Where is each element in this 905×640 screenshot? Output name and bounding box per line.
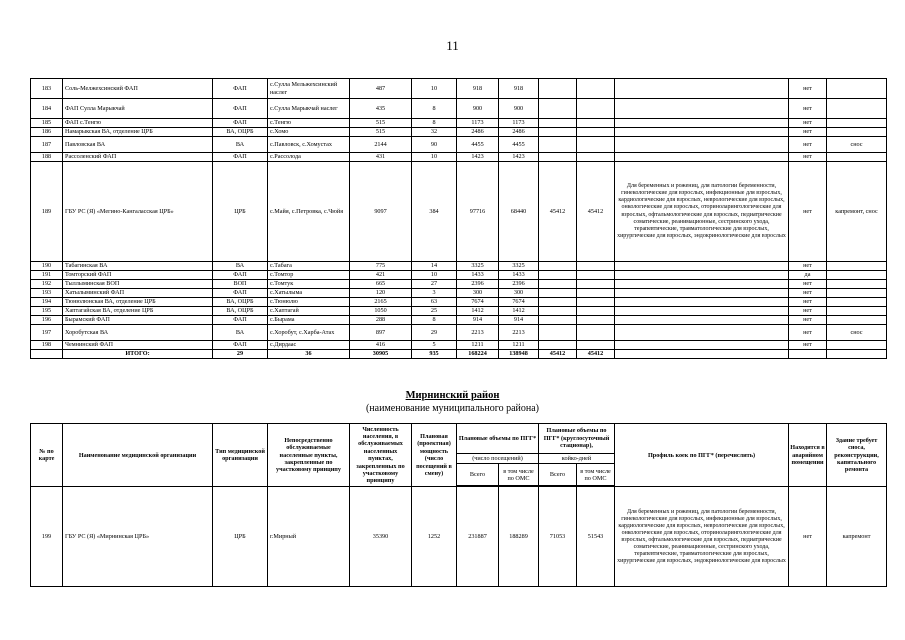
cell-settlements: с.Хатылыма xyxy=(268,289,350,298)
cell-population: 431 xyxy=(350,153,412,162)
cell-repair xyxy=(827,119,887,128)
cell-visits-oms: 1412 xyxy=(499,307,539,316)
cell-population: 897 xyxy=(350,325,412,341)
cell-visits-total: 300 xyxy=(457,289,499,298)
cell-name: ФАП с.Тенгю xyxy=(63,119,213,128)
cell-settlements: с.Павловск, с.Хомустах xyxy=(268,137,350,153)
cell-empty xyxy=(615,350,789,359)
table-row xyxy=(31,325,887,341)
cell-repair: снос xyxy=(827,137,887,153)
cell-empty xyxy=(827,350,887,359)
cell-visits-oms: 3325 xyxy=(499,262,539,271)
cell-population: 120 xyxy=(350,289,412,298)
cell-days-total xyxy=(539,341,577,350)
cell-days-oms xyxy=(577,79,615,99)
cell-settlements: с.Сулла Мельжехсинский наслег xyxy=(268,79,350,99)
cell-visits-total: 4455 xyxy=(457,137,499,153)
cell-days-oms xyxy=(577,307,615,316)
table-row xyxy=(31,316,887,325)
table-row xyxy=(31,119,887,128)
cell-visits-total: 2486 xyxy=(457,128,499,137)
cell-name: Табагинская ВА xyxy=(63,262,213,271)
cell-type: ФАП xyxy=(213,79,268,99)
cell-profile xyxy=(615,128,789,137)
cell-name: Томторский ФАП xyxy=(63,271,213,280)
cell-days-oms xyxy=(577,341,615,350)
total-visits-oms: 138948 xyxy=(499,350,539,359)
cell-population: 416 xyxy=(350,341,412,350)
cell-emergency: нет xyxy=(789,99,827,119)
cell-visits-total: 918 xyxy=(457,79,499,99)
cell-population: 775 xyxy=(350,262,412,271)
cell-emergency: нет xyxy=(789,307,827,316)
cell-visits-oms: 2486 xyxy=(499,128,539,137)
total-label: ИТОГО: xyxy=(63,350,213,359)
cell-visits-total: 1412 xyxy=(457,307,499,316)
table-row xyxy=(31,128,887,137)
cell-emergency: нет xyxy=(789,162,827,262)
cell-capacity: 63 xyxy=(412,298,457,307)
cell-settlements: с.Тюнюлю xyxy=(268,298,350,307)
header-num: № по карте xyxy=(31,424,63,487)
cell-visits-oms: 2396 xyxy=(499,280,539,289)
cell-capacity: 1252 xyxy=(412,487,457,587)
cell-visits-oms: 918 xyxy=(499,79,539,99)
cell-days-total xyxy=(539,262,577,271)
header-visits-oms: в том числе по ОМС xyxy=(499,464,539,486)
cell-capacity: 10 xyxy=(412,153,457,162)
cell-days-total xyxy=(539,316,577,325)
header-days-total: Всего xyxy=(539,464,577,486)
cell-visits-oms: 4455 xyxy=(499,137,539,153)
cell-name: Хатылыминский ФАП xyxy=(63,289,213,298)
cell-repair: снос xyxy=(827,325,887,341)
cell-population: 421 xyxy=(350,271,412,280)
cell-capacity: 8 xyxy=(412,316,457,325)
cell-repair xyxy=(827,79,887,99)
cell-visits-total: 1173 xyxy=(457,119,499,128)
cell-emergency: нет xyxy=(789,153,827,162)
cell-population: 515 xyxy=(350,119,412,128)
cell-name: Хоробутская ВА xyxy=(63,325,213,341)
header-type: Тип медицинской организации xyxy=(213,424,268,487)
total-c1: 29 xyxy=(213,350,268,359)
cell-type: ВА xyxy=(213,137,268,153)
header-emergency: Находится в аварийном помещении xyxy=(789,424,827,487)
cell-profile xyxy=(615,298,789,307)
cell-visits-oms: 914 xyxy=(499,316,539,325)
cell-emergency: нет xyxy=(789,316,827,325)
cell-visits-total: 2396 xyxy=(457,280,499,289)
cell-visits-total: 914 xyxy=(457,316,499,325)
cell-capacity: 5 xyxy=(412,341,457,350)
cell-days-oms xyxy=(577,289,615,298)
cell-type: ФАП xyxy=(213,289,268,298)
cell-settlements: с.Табага xyxy=(268,262,350,271)
cell-num: 183 xyxy=(31,79,63,99)
header-bed-days-sub: койко-дней xyxy=(539,454,615,464)
cell-repair xyxy=(827,341,887,350)
cell-capacity: 10 xyxy=(412,271,457,280)
table-row xyxy=(31,298,887,307)
cell-name: Чемнинский ФАП xyxy=(63,341,213,350)
header-name: Наименование медицинской организации xyxy=(63,424,213,487)
cell-days-total xyxy=(539,137,577,153)
cell-profile xyxy=(615,325,789,341)
header-bed-days: Плановые объемы по ПГГ* (круглосуточный стационар), xyxy=(539,424,615,454)
cell-profile xyxy=(615,289,789,298)
cell-visits-oms: 900 xyxy=(499,99,539,119)
cell-profile xyxy=(615,153,789,162)
cell-days-total xyxy=(539,79,577,99)
cell-emergency: нет xyxy=(789,262,827,271)
cell-visits-oms: 1211 xyxy=(499,341,539,350)
cell-capacity: 29 xyxy=(412,325,457,341)
table-row xyxy=(31,341,887,350)
cell-name: Хаптагайская ВА, отделение ЦРБ xyxy=(63,307,213,316)
cell-days-total xyxy=(539,119,577,128)
cell-name: ФАП Сулла Марыкчай xyxy=(63,99,213,119)
cell-num: 188 xyxy=(31,153,63,162)
table-row xyxy=(31,79,887,99)
cell-type: ВА xyxy=(213,262,268,271)
cell-visits-total: 3325 xyxy=(457,262,499,271)
mirny-district-table xyxy=(30,423,887,587)
cell-repair xyxy=(827,316,887,325)
cell-repair: капремонт, снос xyxy=(827,162,887,262)
cell-type: ФАП xyxy=(213,119,268,128)
cell-repair xyxy=(827,298,887,307)
cell-settlements: с.Рассолода xyxy=(268,153,350,162)
cell-settlements: с.Хомо xyxy=(268,128,350,137)
cell-num: 185 xyxy=(31,119,63,128)
table-row xyxy=(31,153,887,162)
cell-days-total xyxy=(539,298,577,307)
cell-days-oms xyxy=(577,99,615,119)
cell-num: 184 xyxy=(31,99,63,119)
cell-num: 187 xyxy=(31,137,63,153)
cell-settlements: с.Сулла Марыкчай наслег xyxy=(268,99,350,119)
cell-type: ФАП xyxy=(213,316,268,325)
cell-days-total: 45412 xyxy=(539,162,577,262)
cell-settlements: с.Хаптагай xyxy=(268,307,350,316)
cell-repair xyxy=(827,280,887,289)
cell-visits-oms: 1433 xyxy=(499,271,539,280)
table-row xyxy=(31,137,887,153)
cell-repair xyxy=(827,99,887,119)
cell-capacity: 27 xyxy=(412,280,457,289)
cell-num: 195 xyxy=(31,307,63,316)
cell-capacity: 14 xyxy=(412,262,457,271)
header-population: Численность населения, в обслуживаемых населенных пунктах, закрепленных по участковому принципу xyxy=(350,424,412,487)
header-days-oms: в том числе по ОМС xyxy=(577,464,615,486)
cell-profile xyxy=(615,280,789,289)
cell-population: 35390 xyxy=(350,487,412,587)
cell-days-oms xyxy=(577,280,615,289)
cell-days-oms xyxy=(577,119,615,128)
table-row xyxy=(31,262,887,271)
cell-profile xyxy=(615,341,789,350)
cell-repair: капремонт xyxy=(827,487,887,587)
cell-capacity: 32 xyxy=(412,128,457,137)
cell-visits-oms: 188289 xyxy=(499,487,539,587)
cell-emergency: нет xyxy=(789,128,827,137)
cell-repair xyxy=(827,307,887,316)
cell-days-total xyxy=(539,307,577,316)
cell-emergency: нет xyxy=(789,341,827,350)
cell-days-total xyxy=(539,271,577,280)
cell-capacity: 10 xyxy=(412,79,457,99)
cell-days-oms xyxy=(577,298,615,307)
facilities-table-continued xyxy=(30,78,887,359)
cell-type: ВОП xyxy=(213,280,268,289)
cell-type: ФАП xyxy=(213,341,268,350)
cell-repair xyxy=(827,128,887,137)
cell-profile xyxy=(615,137,789,153)
total-capacity: 935 xyxy=(412,350,457,359)
cell-emergency: нет xyxy=(789,280,827,289)
district-subtitle: (наименование муниципального района) xyxy=(365,403,540,414)
cell-name: Тыллыминская ВОП xyxy=(63,280,213,289)
cell-capacity: 25 xyxy=(412,307,457,316)
cell-settlements: с.Томтук xyxy=(268,280,350,289)
cell-capacity: 384 xyxy=(412,162,457,262)
cell-name: ГБУ РС (Я) «Мирнинская ЦРБ» xyxy=(63,487,213,587)
header-profile: Профиль коек по ПГГ* (перечислить) xyxy=(615,424,789,487)
cell-repair xyxy=(827,153,887,162)
cell-capacity: 90 xyxy=(412,137,457,153)
cell-name: ГБУ РС (Я) «Мегино-Кангаласская ЦРБ» xyxy=(63,162,213,262)
cell-capacity: 8 xyxy=(412,99,457,119)
cell-type: ВА, ОЦРБ xyxy=(213,307,268,316)
header-visits-total: Всего xyxy=(457,464,499,486)
cell-visits-total: 97716 xyxy=(457,162,499,262)
cell-days-total xyxy=(539,128,577,137)
cell-days-total xyxy=(539,289,577,298)
header-capacity: Плановая (проектная) мощность (число посещений в смену) xyxy=(412,424,457,487)
table-row xyxy=(31,162,887,262)
cell-capacity: 8 xyxy=(412,119,457,128)
cell-visits-total: 900 xyxy=(457,99,499,119)
cell-name: Рассоленский ФАП xyxy=(63,153,213,162)
table-row xyxy=(31,271,887,280)
cell-emergency: нет xyxy=(789,289,827,298)
cell-population: 2144 xyxy=(350,137,412,153)
cell-type: ЦРБ xyxy=(213,162,268,262)
table-row xyxy=(31,280,887,289)
cell-profile: Для беременных и рожениц, для патологии беременности, гинекологические для взрослых, инфекционные для взрослых, кардиологические для взрослых, неврологические для взрослых, онкологические для взрослых, оториноларингологические для взрослых, офтальмологические для взрослых, педиатрические соматические, реанимационные, сестринского ухода, терапевтические, травматологические для взрослых, хирургические для взрослых, эндокринологические для взрослых xyxy=(615,487,789,587)
cell-population: 665 xyxy=(350,280,412,289)
cell-settlements: с.Томтор xyxy=(268,271,350,280)
cell-capacity: 3 xyxy=(412,289,457,298)
cell-profile xyxy=(615,79,789,99)
cell-visits-oms: 1173 xyxy=(499,119,539,128)
cell-visits-oms: 1423 xyxy=(499,153,539,162)
cell-profile xyxy=(615,99,789,119)
cell-type: ФАП xyxy=(213,99,268,119)
cell-type: ФАП xyxy=(213,271,268,280)
cell-visits-total: 231887 xyxy=(457,487,499,587)
cell-num: 191 xyxy=(31,271,63,280)
cell-num: 198 xyxy=(31,341,63,350)
cell-settlements: с.Хоробут, с.Харба-Атах xyxy=(268,325,350,341)
cell-type: ВА, ОЦРБ xyxy=(213,298,268,307)
cell-settlements: с.Тенгю xyxy=(268,119,350,128)
table-row xyxy=(31,99,887,119)
cell-type: ФАП xyxy=(213,153,268,162)
cell-emergency: нет xyxy=(789,79,827,99)
cell-visits-oms: 7674 xyxy=(499,298,539,307)
cell-num: 197 xyxy=(31,325,63,341)
cell-name: Павловская ВА xyxy=(63,137,213,153)
cell-days-oms xyxy=(577,128,615,137)
cell-profile xyxy=(615,271,789,280)
cell-days-total xyxy=(539,153,577,162)
cell-emergency: нет xyxy=(789,298,827,307)
table-row xyxy=(31,487,887,587)
cell-settlements: с.Дирдаас xyxy=(268,341,350,350)
cell-num: 186 xyxy=(31,128,63,137)
header-visits: Плановые объемы по ПГГ* xyxy=(457,424,539,454)
district-title: Мирнинский район xyxy=(405,390,500,401)
cell-emergency: нет xyxy=(789,119,827,128)
cell-num: 189 xyxy=(31,162,63,262)
cell-empty xyxy=(31,350,63,359)
header-visits-sub: (число посещений) xyxy=(457,454,539,464)
table-row xyxy=(31,289,887,298)
cell-population: 9097 xyxy=(350,162,412,262)
cell-visits-total: 7674 xyxy=(457,298,499,307)
table-row xyxy=(31,307,887,316)
cell-num: 193 xyxy=(31,289,63,298)
cell-days-oms xyxy=(577,316,615,325)
cell-profile: Для беременных и рожениц, для патологии беременности, гинекологические для взрослых, инфекционные для взрослых, кардиологические для взрослых, неврологические для взрослых, онкологические для взрослых, оториноларингологические для взрослых, офтальмологические для взрослых, педиатрические соматические, реанимационные, сестринского ухода, терапевтические, травматологические для взрослых, хирургические для взрослых, эндокринологические для взрослых xyxy=(615,162,789,262)
cell-name: Бырамский ФАП xyxy=(63,316,213,325)
total-visits: 168224 xyxy=(457,350,499,359)
cell-settlements: г.Мирный xyxy=(268,487,350,587)
cell-type: ВА xyxy=(213,325,268,341)
cell-days-total: 71053 xyxy=(539,487,577,587)
cell-days-oms xyxy=(577,153,615,162)
cell-repair xyxy=(827,271,887,280)
cell-visits-total: 1423 xyxy=(457,153,499,162)
cell-type: ВА, ОЦРБ xyxy=(213,128,268,137)
cell-days-oms: 45412 xyxy=(577,162,615,262)
cell-profile xyxy=(615,316,789,325)
cell-profile xyxy=(615,262,789,271)
cell-population: 288 xyxy=(350,316,412,325)
cell-visits-total: 1433 xyxy=(457,271,499,280)
cell-num: 194 xyxy=(31,298,63,307)
cell-name: Тюнюлюнская ВА, отделение ЦРБ xyxy=(63,298,213,307)
cell-emergency: нет xyxy=(789,325,827,341)
cell-visits-total: 1211 xyxy=(457,341,499,350)
cell-population: 435 xyxy=(350,99,412,119)
cell-name: Намарыкская ВА, отделение ЦРБ xyxy=(63,128,213,137)
cell-name: Соль-Мелжехсинский ФАП xyxy=(63,79,213,99)
cell-population: 515 xyxy=(350,128,412,137)
cell-repair xyxy=(827,262,887,271)
cell-days-total xyxy=(539,99,577,119)
header-repair: Здание требует сноса, реконструкции, капитального ремонта xyxy=(827,424,887,487)
total-c2: 36 xyxy=(268,350,350,359)
cell-population: 1050 xyxy=(350,307,412,316)
cell-days-total xyxy=(539,280,577,289)
cell-num: 199 xyxy=(31,487,63,587)
cell-empty xyxy=(789,350,827,359)
cell-visits-oms: 300 xyxy=(499,289,539,298)
cell-visits-total: 2213 xyxy=(457,325,499,341)
cell-settlements: с.Бырама xyxy=(268,316,350,325)
total-days: 45412 xyxy=(539,350,577,359)
cell-profile xyxy=(615,307,789,316)
total-days-oms: 45412 xyxy=(577,350,615,359)
cell-profile xyxy=(615,119,789,128)
cell-population: 2165 xyxy=(350,298,412,307)
cell-days-oms xyxy=(577,271,615,280)
total-row xyxy=(31,350,887,359)
cell-visits-oms: 68440 xyxy=(499,162,539,262)
total-population: 30905 xyxy=(350,350,412,359)
page-number: 11 xyxy=(446,38,459,53)
cell-repair xyxy=(827,289,887,298)
cell-type: ЦРБ xyxy=(213,487,268,587)
cell-num: 196 xyxy=(31,316,63,325)
header-settlements: Непосредственно обслуживаемые населенные пункты, закрепленные по участковому принципу xyxy=(268,424,350,487)
cell-num: 192 xyxy=(31,280,63,289)
cell-days-oms xyxy=(577,325,615,341)
cell-settlements: с.Майя, с.Петровка, с.Чюйя xyxy=(268,162,350,262)
cell-days-oms xyxy=(577,262,615,271)
cell-emergency: да xyxy=(789,271,827,280)
cell-days-oms xyxy=(577,137,615,153)
cell-days-total xyxy=(539,325,577,341)
cell-emergency: нет xyxy=(789,487,827,587)
cell-population: 487 xyxy=(350,79,412,99)
cell-visits-oms: 2213 xyxy=(499,325,539,341)
cell-num: 190 xyxy=(31,262,63,271)
cell-days-oms: 51543 xyxy=(577,487,615,587)
cell-emergency: нет xyxy=(789,137,827,153)
